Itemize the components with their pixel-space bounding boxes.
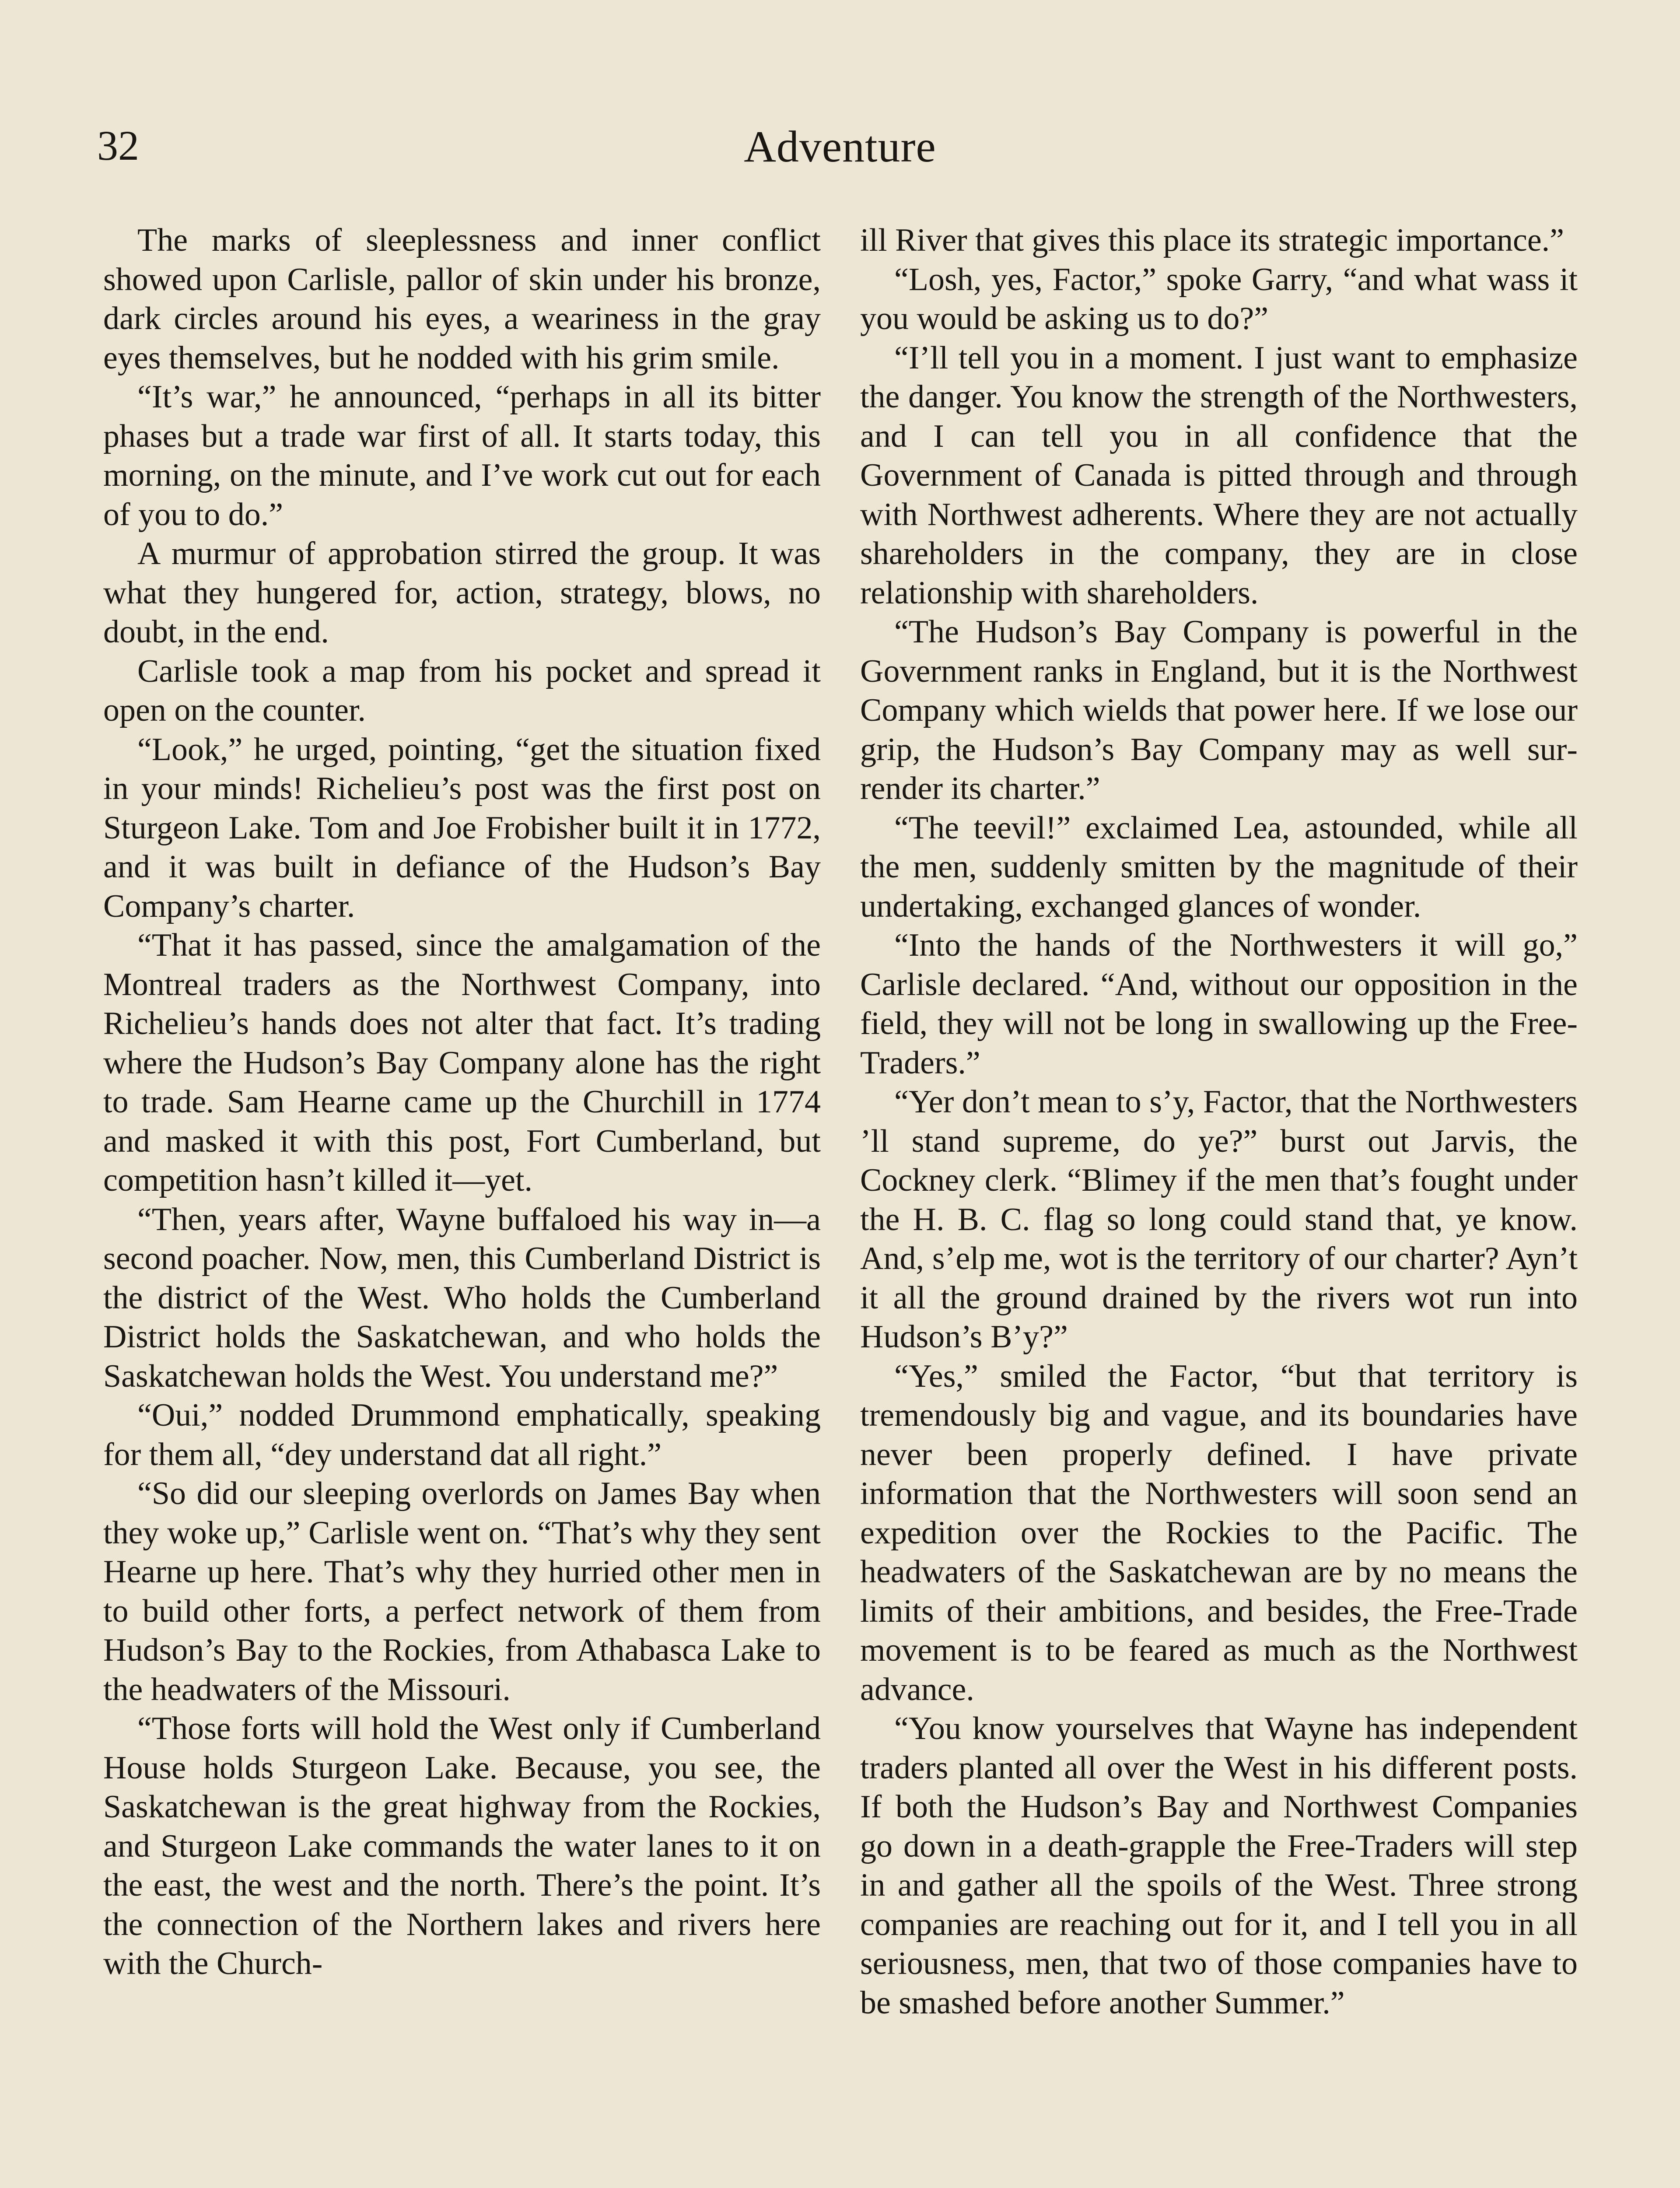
- right-column: [860, 221, 1578, 2023]
- paragraph: “Losh, yes, Factor,” spoke Garry, “and what wass it you would be asking us to do?”: [860, 261, 1578, 337]
- paragraph: “Oui,” nodded Drummond emphatically, speaking for them all, “dey understand dat all right.”: [103, 1397, 821, 1473]
- page-number: 32: [97, 122, 139, 169]
- paragraph: Carlisle took a map from his pocket and spread it open on the counter.: [103, 653, 821, 728]
- paragraph: A murmur of approbation stirred the group. It was what they hungered for, action, strategy, blows, no doubt, in the end.: [103, 536, 821, 650]
- paragraph: “Into the hands of the Northwesters it will go,” Carlisle declared. “And, without our opposition in the field, they will not be long in swallowing up the Free-Traders.”: [860, 927, 1578, 1081]
- paragraph: “That it has passed, since the amalgamation of the Montreal traders as the Northwest Company, into Richelieu’s hands does not alter that fact. It’s trading where the Hudson’s Bay Company alone has the right to trade. Sam Hearne came up the Churchill in 1774 and masked it with this post, Fort Cumberland, but competition hasn’t killed it—yet.: [103, 927, 821, 1198]
- paragraph: “Yes,” smiled the Factor, “but that territory is tremendously big and vague, and its boundaries have never been properly defined. I have private information that the Northwesters will soon send an expedition over the Rockies to the Pacific. The headwaters of the Saskatchewan are by no means the limits of their ambitions, and besides, the Free-Trade movement is to be feared as much as the Northwest advance.: [860, 1358, 1578, 1708]
- paragraph: “Those forts will hold the West only if Cumberland House holds Sturgeon Lake. Because, you see, the Saskatchewan is the great highway from the Rockies, and Sturgeon Lake commands the water lanes to it on the east, the west and the north. There’s the point. It’s the connection of the Northern lakes and rivers here with the Church-: [103, 1711, 821, 1981]
- paragraph: “Yer don’t mean to s’y, Factor, that the Northwesters ’ll stand supreme, do ye?” burst out Jarvis, the Cockney clerk. “Blimey if the men that’s fought under the H. B. C. flag so long could stand that, ye know. And, s’elp me, wot is the territory of our charter? Ayn’t it all the ground drained by the rivers wot run into Hudson’s B’y?”: [860, 1084, 1578, 1355]
- paragraph: The marks of sleeplessness and inner conflict showed upon Carlisle, pallor of skin under his bronze, dark circles around his eyes, a weariness in the gray eyes themselves, but he nodded with his grim smile.: [103, 222, 821, 376]
- paragraph: “Then, years after, Wayne buffaloed his way in—a second poacher. Now, men, this Cumberland District is the district of the West. Who holds the Cumberland District holds the Saskatchewan, and who holds the Saskatchewan holds the West. You understand me?”: [103, 1201, 821, 1394]
- paragraph: “I’ll tell you in a moment. I just want to emphasize the danger. You know the strength of the Northwesters, and I can tell you in all confidence that the Government of Canada is pitted through and through with Northwest adherents. Where they are not actually shareholders in the company, they are in close relationship with shareholders.: [860, 340, 1578, 611]
- paragraph: “You know yourselves that Wayne has independent traders planted all over the West in his different posts. If both the Hudson’s Bay and Northwest Companies go down in a death-grapple the Free-Traders will step in and gather all the spoils of the West. Three strong companies are reaching out for it, and I tell you in all seriousness, men, that two of those companies have to be smashed before another Summer.”: [860, 1711, 1578, 2021]
- paragraph: “The teevil!” exclaimed Lea, astounded, while all the men, suddenly smitten by the magnitude of their undertaking, exchanged glances of wonder.: [860, 810, 1578, 924]
- running-title: Adventure: [744, 122, 936, 172]
- paragraph: “The Hudson’s Bay Company is powerful in the Government ranks in England, but it is the Northwest Company which wields that power here. If we lose our grip, the Hudson’s Bay Company may as well surrender its charter.”: [860, 614, 1578, 806]
- paragraph: “So did our sleeping overlords on James Bay when they woke up,” Carlisle went on. “That’s why they sent Hearne up here. That’s why they hurried other men in to build other forts, a perfect network of them from Hudson’s Bay to the Rockies, from Athabasca Lake to the headwaters of the Missouri.: [103, 1476, 821, 1708]
- left-column: [103, 221, 821, 1984]
- paragraph: “Look,” he urged, pointing, “get the situation fixed in your minds! Richelieu’s post was the first post on Sturgeon Lake. Tom and Joe Frobisher built it in 1772, and it was built in defiance of the Hudson’s Bay Company’s charter.: [103, 731, 821, 924]
- paragraph-continued: ill River that gives this place its strategic importance.”: [860, 222, 1564, 258]
- paragraph: “It’s war,” he announced, “perhaps in all its bitter phases but a trade war first of all. It starts today, this morning, on the minute, and I’ve work cut out for each of you to do.”: [103, 379, 821, 533]
